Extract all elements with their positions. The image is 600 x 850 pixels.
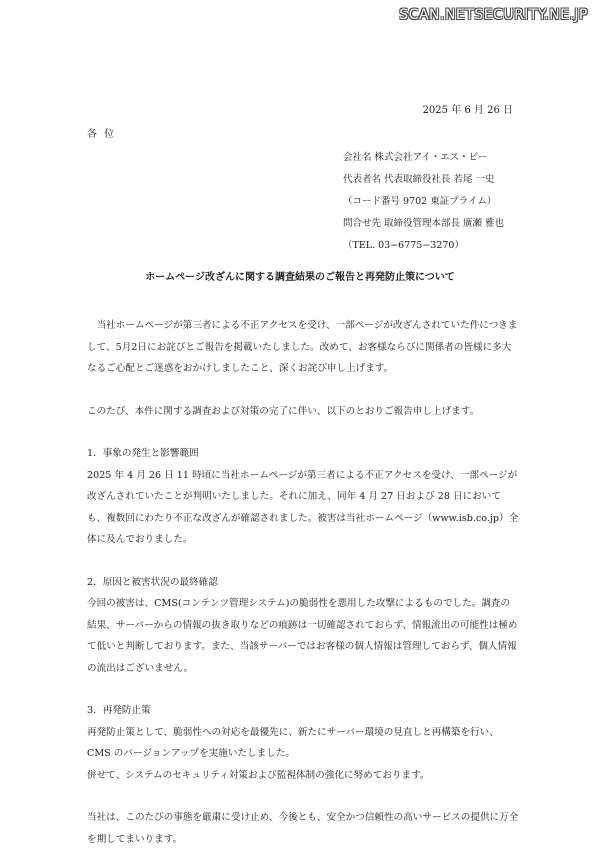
section-heading: 1．事象の発生と影響範囲 xyxy=(87,448,199,459)
section-paragraph: 2025 年 4 月 26 日 11 時頃に当社ホームページが第三者による不正アクセスを受け、一部ページが改ざんされていたことが判明いたしました。それに加え、同年 4 月 27 日および 28 日においても、複数回にわたり不正な改ざんが確認されました。被害は当社ホームページ（www.isb.co.jp）全体に及んでおりました。 xyxy=(87,469,519,545)
section-paragraph: 今回の被害は、CMS(コンテンツ管理システム)の脆弱性を悪用した攻撃によるものでした。調査の結果、サーバーからの情報の抜き取りなどの痕跡は一切確認されておらず、情報流出の可能性は極めて低いと判断しております。また、当該サーバーではお客様の個人情報は管理しておらず、個人情報の流出はございません。 xyxy=(87,598,518,674)
stock-code: （コード番号 9702 東証プライム） xyxy=(343,196,497,207)
intro-paragraph: このたび、本件に関する調査および対策の完了に伴い、以下のとおりご報告申し上げます。 xyxy=(87,405,480,417)
intro-paragraph: 当社ホームページが第三者による不正アクセスを受け、一部ページが改ざんされていた件につきまして、5月2日にお詫びとご報告を掲載いたしました。改めて、お客様ならびに関係者の皆様に多大なるご心配とご迷惑をおかけしましたこと、深くお詫び申し上げます。 xyxy=(87,320,518,374)
contact-person: 問合せ先 取締役管理本部長 廣瀬 雅也 xyxy=(343,218,505,229)
site-watermark: SCAN.NETSECURITY.NE.JP xyxy=(399,7,588,23)
representative: 代表者名 代表取締役社長 若尾 一史 xyxy=(343,174,495,185)
release-date: 2025 年 6 月 26 日 xyxy=(422,105,513,116)
section-heading: 3．再発防止策 xyxy=(87,705,151,716)
section-paragraph: 併せて、システムのセキュリティ対策および監視体制の強化に努めております。 xyxy=(87,769,430,781)
document-title: ホームページ改ざんに関する調査結果のご報告と再発防止策について xyxy=(145,272,455,283)
document-body xyxy=(87,315,519,850)
closing-paragraph: 当社は、このたびの事態を厳粛に受け止め、今後とも、安全かつ信頼性の高いサービスの提供に万全を期してまいります。 xyxy=(87,812,519,845)
section-paragraph: 再発防止策として、脆弱性への対応を最優先に、新たにサーバー環境の見直しと再構築を行い、CMS のバージョンアップを実施いたしました。 xyxy=(87,726,499,759)
company-name: 会社名 株式会社アイ・エス・ビー xyxy=(343,152,488,163)
section-heading: 2．原因と被害状況の最終確認 xyxy=(87,576,218,588)
issuer-block xyxy=(343,150,504,260)
contact-tel: （TEL. 03−6775−3270） xyxy=(343,240,464,251)
recipient: 各 位 xyxy=(87,129,117,140)
